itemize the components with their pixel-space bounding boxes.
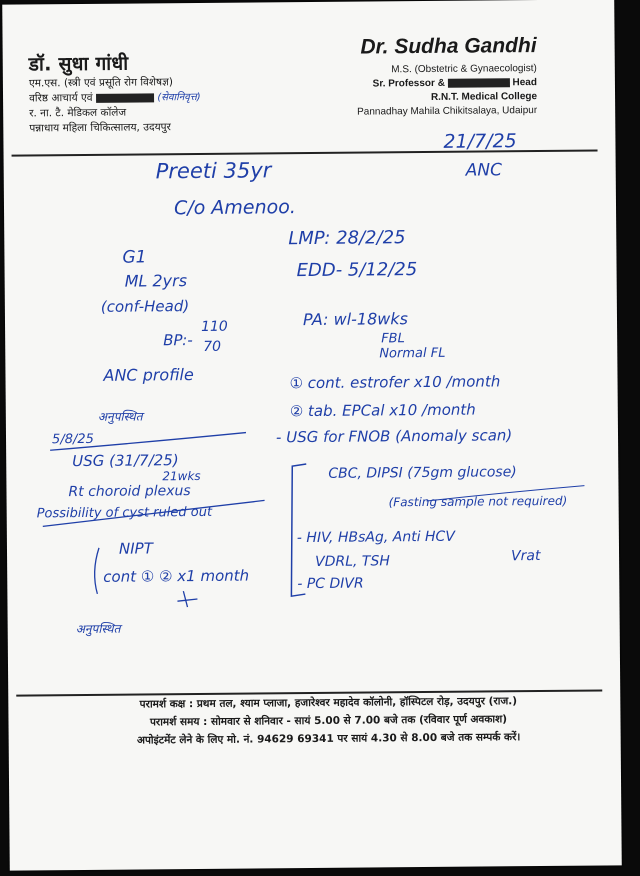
investigations-bracket (290, 464, 307, 596)
fbl: FBL (381, 331, 405, 347)
usg-underline (50, 433, 246, 451)
degree-english: M.S. (Obstetric & Gynaecologist) (391, 63, 537, 76)
usg-possibility: Possibility of cyst ruled out (36, 504, 213, 522)
nipt: NIPT (118, 539, 153, 558)
usg-weeks: 21wks (162, 468, 201, 484)
hospital-hindi: पन्नाधाय महिला चिकित्सालय, उदयपुर (29, 121, 171, 135)
bp-label: BP:- (163, 331, 193, 350)
handwritten-retired-note: (सेवानिवृत्त) (157, 91, 201, 104)
bp-systolic: 110 (200, 318, 228, 335)
complaint: C/o Amenoo. (173, 196, 296, 220)
footer-address: परामर्श कक्ष : प्रथम तल, श्याम प्लाजा, हजारेश्वर महादेव कॉलोनी, हॉस्पिटल रोड़, उदयपुर (राज.) (139, 695, 518, 711)
patient-name-age: Preeti 35yr (155, 158, 272, 184)
post-english: Sr. Professor & Head (372, 77, 537, 90)
rx-item-1: ① cont. estrofer x10 /month (289, 372, 501, 393)
doctor-name-english: Dr. Sudha Gandhi (360, 34, 537, 59)
doctor-name-hindi: डॉ. सुधा गांधी (28, 52, 129, 76)
visit-date: 21/7/25 (443, 130, 517, 153)
viral-markers: - HIV, HBsAg, Anti HCV (296, 528, 455, 547)
post-hindi: वरिष्ठ आचार्य एवं (सेवानिवृत्त) (29, 91, 201, 105)
hindi-remark-2: अनुपस्थित (75, 621, 121, 637)
degree-hindi: एम.एस. (स्त्री एवं प्रसूति रोग विशेषज्ञ) (28, 76, 173, 90)
lmp: LMP: 28/2/25 (288, 227, 406, 250)
fasting-note: (Fasting sample not required) (388, 493, 568, 510)
vdrl-tsh: VDRL, TSH (315, 553, 390, 570)
conception-history: (conf-Head) (100, 297, 190, 316)
fasting-underline (426, 486, 584, 501)
gravida: G1 (122, 247, 147, 268)
signature: Vrat (510, 548, 541, 565)
normal-fl: Normal FL (379, 345, 446, 362)
college-english: R.N.T. Medical College (430, 91, 538, 103)
bp-diastolic: 70 (203, 338, 222, 355)
usg-recheck: USG (31/7/25) (72, 451, 179, 471)
usg-finding: Rt choroid plexus (68, 483, 191, 501)
continue-meds: cont ① ② x1 month (103, 566, 250, 586)
pen-mark (177, 591, 197, 607)
nipt-bracket (94, 548, 99, 594)
possibility-underline (43, 500, 265, 526)
hospital-english: Pannadhay Mahila Chikitsalaya, Udaipur (357, 105, 538, 118)
footer-timing: परामर्श समय : सोमवार से शनिवार - सायं 5.00 से 7.00 बजे तक (रविवार पूर्ण अवकाश) (149, 713, 508, 729)
visit-type: ANC (465, 160, 503, 181)
edd: EDD- 5/12/25 (296, 259, 418, 282)
hindi-remark-1: अनुपस्थित (97, 409, 143, 424)
marital-history: ML 2yrs (124, 271, 188, 291)
college-hindi: र. ना. टै. मेडिकल कॉलेज (29, 106, 127, 120)
footer-appointment: अपोइंटमेंट लेने के लिए मो. नं. 94629 69341 पर सायं 4.30 से 8.00 बजे तक सम्पर्क करें। (136, 731, 521, 747)
prescription-paper (2, 0, 622, 871)
anc-profile: ANC profile (103, 365, 194, 385)
usg-date: 5/8/25 (51, 431, 94, 448)
cbc-dipsi: CBC, DIPSI (75gm glucose) (328, 464, 517, 482)
rx-item-2: ② tab. EPCal x10 /month (289, 400, 476, 421)
per-abdomen: PA: wl-18wks (302, 309, 408, 330)
usg-advice: - USG for FNOB (Anomaly scan) (275, 426, 513, 447)
urine-test: - PC DIVR (297, 575, 364, 593)
